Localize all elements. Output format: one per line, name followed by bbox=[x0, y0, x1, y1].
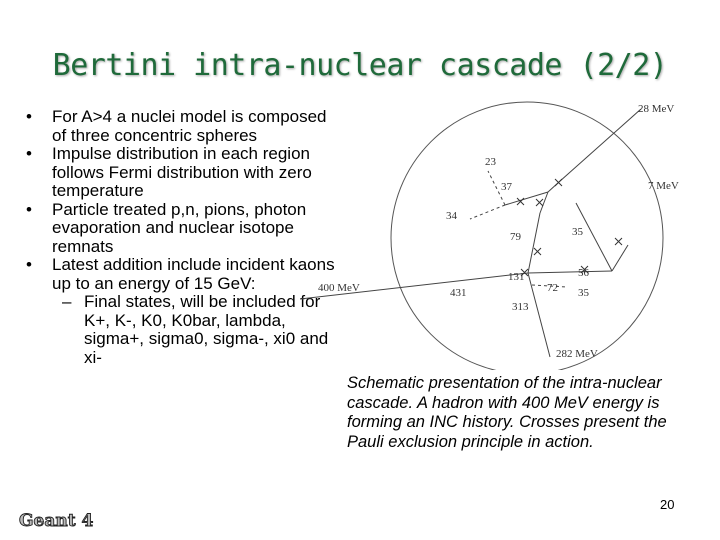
bullet-icon: • bbox=[26, 144, 32, 163]
geant4-logo bbox=[18, 509, 98, 531]
node-label-56: 56 bbox=[578, 267, 589, 279]
track-131 bbox=[528, 213, 540, 273]
bullet-item bbox=[24, 256, 344, 293]
cross-icon bbox=[555, 179, 562, 186]
cascade-diagram bbox=[300, 95, 700, 370]
track-37 bbox=[505, 192, 548, 205]
bullet-text: For A>4 a nuclei model is composed of three concentric spheres bbox=[52, 107, 327, 145]
bullet-text: Latest addition include incident kaons up to an energy of 15 GeV: bbox=[52, 255, 335, 293]
svg-text:Geant 4: Geant 4 bbox=[19, 511, 94, 531]
node-label-72: 72 bbox=[547, 282, 558, 294]
bullet-icon: • bbox=[26, 255, 32, 274]
node-label-35a: 35 bbox=[572, 226, 583, 238]
diagram-caption: Schematic presentation of the intra-nuclear cascade. A hadron with 400 MeV energy is forming an INC history. Crosses present the Pauli exclusion principle in action. bbox=[347, 374, 667, 451]
node-label-313: 313 bbox=[512, 301, 529, 313]
dashed-track-34 bbox=[470, 205, 505, 219]
bullet-text: Impulse distribution in each region follows Fermi distribution with zero temperature bbox=[52, 144, 312, 200]
node-label-431: 431 bbox=[450, 287, 467, 299]
nucleus-sphere bbox=[391, 102, 663, 370]
energy-label-28mev: 28 MeV bbox=[638, 103, 675, 115]
bullet-text: Particle treated p,n, pions, photon evaporation and nuclear isotope remnats bbox=[52, 199, 307, 256]
cross-icon bbox=[536, 199, 543, 206]
cross-icon bbox=[615, 238, 622, 245]
track-upper bbox=[559, 109, 641, 182]
bullet-icon: • bbox=[26, 199, 32, 219]
bullet-icon: • bbox=[26, 107, 32, 126]
sub-bullet-item bbox=[24, 293, 344, 367]
node-label-79: 79 bbox=[510, 231, 521, 243]
track-79 bbox=[540, 192, 548, 213]
node-label-131: 131 bbox=[508, 271, 525, 283]
pauli-crosses bbox=[517, 179, 622, 276]
cross-icon bbox=[534, 248, 541, 255]
dash-icon: – bbox=[62, 292, 72, 311]
sub-bullet-text: Final states, will be included for K+, K-, K0, K0bar, lambda, sigma+, sigma0, sigma-, xi0 and xi- bbox=[84, 292, 329, 367]
bullet-item bbox=[24, 145, 344, 201]
energy-label-400mev: 400 MeV bbox=[318, 282, 360, 294]
track-7mev bbox=[612, 245, 628, 271]
node-label-37: 37 bbox=[501, 181, 512, 193]
energy-label-7mev: 7 MeV bbox=[648, 180, 679, 192]
energy-label-282mev: 282 MeV bbox=[556, 348, 598, 360]
page-number: 20 bbox=[660, 497, 675, 512]
node-label-34: 34 bbox=[446, 210, 457, 222]
page-title: Bertini intra-nuclear cascade (2/2) bbox=[52, 48, 668, 83]
node-label-23: 23 bbox=[485, 156, 496, 168]
bullet-list bbox=[24, 108, 344, 367]
bullet-item bbox=[24, 108, 344, 145]
bullet-item bbox=[24, 201, 344, 257]
track-56 bbox=[528, 271, 612, 273]
node-label-35b: 35 bbox=[578, 287, 589, 299]
